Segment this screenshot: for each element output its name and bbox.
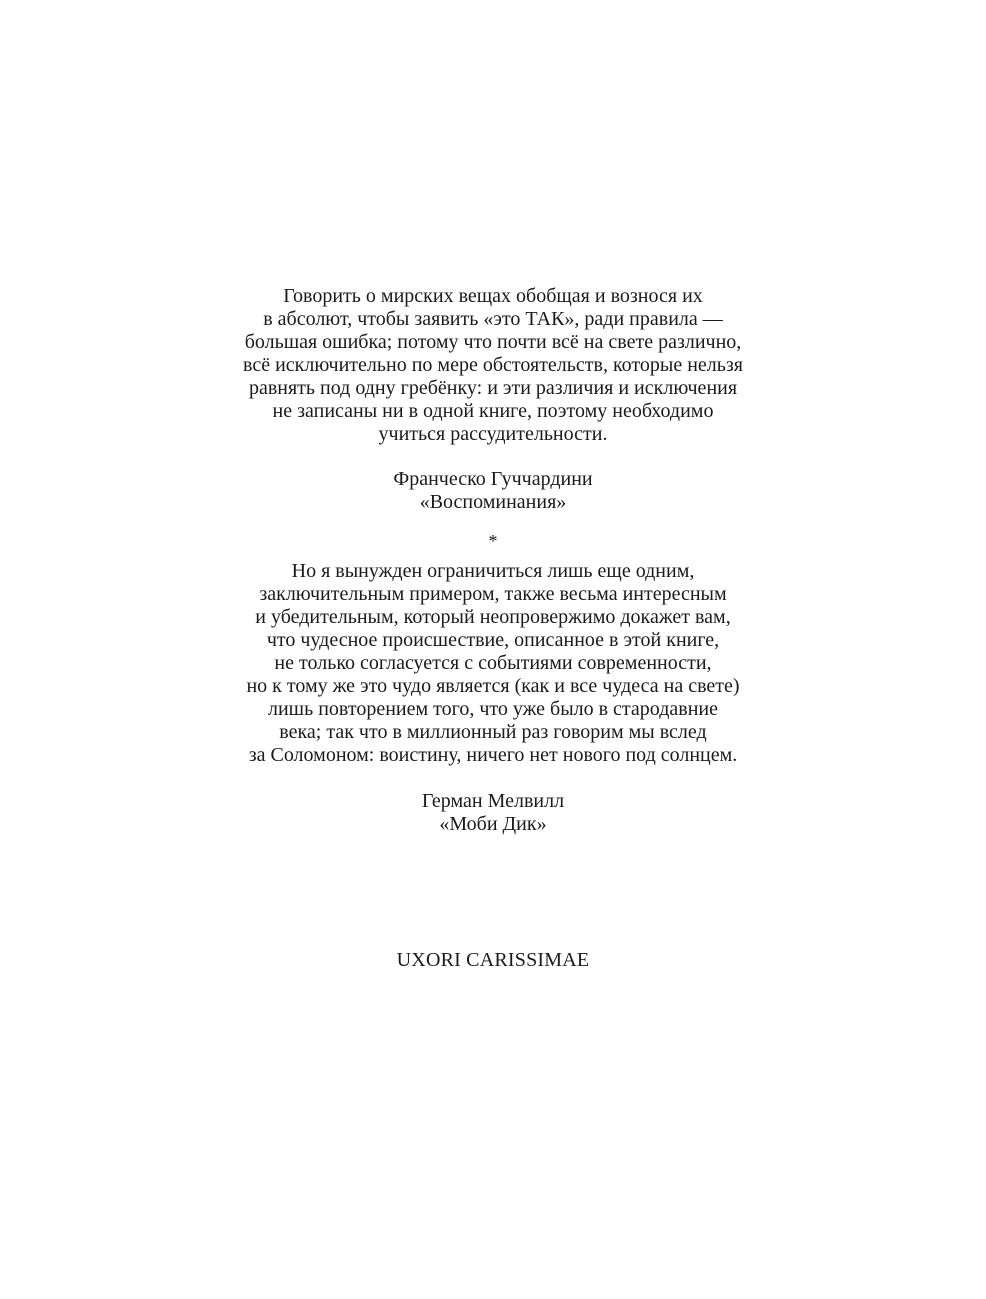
epigraph-line: равнять под одну гребёнку: и эти различия и исключения <box>248 377 738 399</box>
epigraph-line: заключительным примером, также весьма интересным <box>259 583 727 605</box>
epigraph-melville <box>0 560 986 767</box>
attribution-author: Франческо Гуччардини <box>393 468 593 490</box>
epigraph-attribution-melville <box>0 790 986 836</box>
attribution-work: «Моби Дик» <box>439 813 547 835</box>
epigraph-line: что чудесное происшествие, описанное в этой книге, <box>266 629 720 651</box>
epigraph-line: не записаны ни в одной книге, поэтому необходимо <box>272 400 714 422</box>
epigraph-line: но к тому же это чудо является (как и все чудеса на свете) <box>246 675 740 697</box>
epigraph-line: лишь повторением того, что уже было в стародавние <box>267 698 718 720</box>
epigraph-line: и убедительным, который неопровержимо докажет вам, <box>255 606 731 628</box>
epigraph-line: Но я вынужден ограничиться лишь еще одним, <box>291 560 695 582</box>
epigraph-attribution-guicciardini <box>0 468 986 514</box>
asterisk-separator: * <box>488 531 498 551</box>
dedication: UXORI CARISSIMAE <box>396 949 590 971</box>
attribution-work: «Воспоминания» <box>419 491 567 513</box>
epigraph-line: не только согласуется с событиями современности, <box>274 652 712 674</box>
epigraph-line: Говорить о мирских вещах обобщая и вознося их <box>283 285 703 307</box>
attribution-author: Герман Мелвилл <box>421 790 565 812</box>
epigraph-line: за Соломоном: воистину, ничего нет нового под солнцем. <box>248 744 738 766</box>
epigraph-line: учиться рассудительности. <box>378 423 608 445</box>
epigraph-line: века; так что в миллионный раз говорим мы вслед <box>279 721 707 743</box>
epigraph-guicciardini <box>0 285 986 446</box>
epigraph-line: в абсолют, чтобы заявить «это ТАК», ради правила — <box>263 308 723 330</box>
epigraph-line: всё исключительно по мере обстоятельств, которые нельзя <box>243 354 743 376</box>
epigraph-line: большая ошибка; потому что почти всё на свете различно, <box>244 331 742 353</box>
